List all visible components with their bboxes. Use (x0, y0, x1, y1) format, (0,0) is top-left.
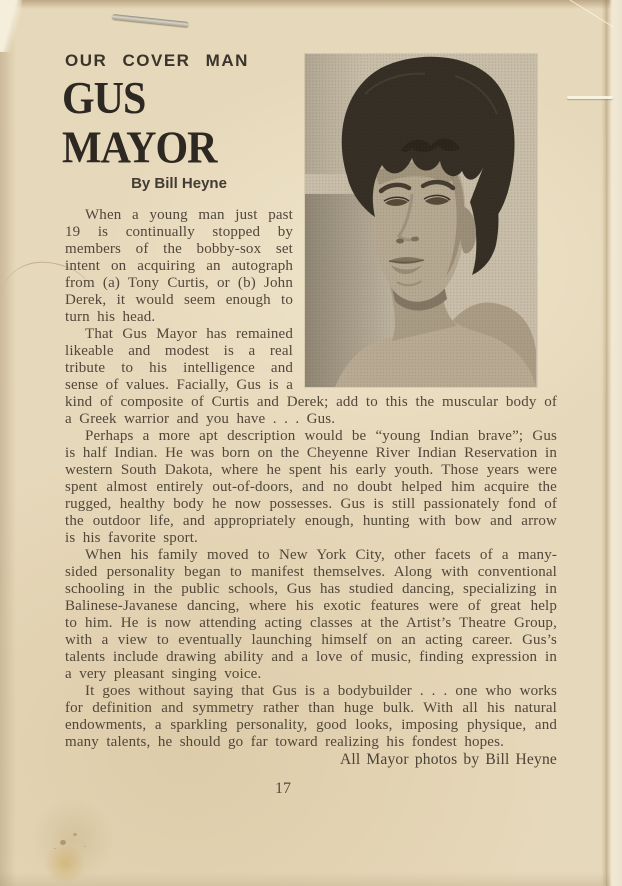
article-kicker: OUR COVER MAN (65, 51, 249, 70)
staple (112, 14, 189, 27)
paragraph: Perhaps a more apt description would be “young Indian brave”; Gus is half Indian. He was born on the Cheyenne River Indian Reservation in western South Dakota, where he spent his early youth. Those years were spent almost entirely out-of-doors, and no doubt helped him acquire the rugged, healthy body he now possesses. Gus is still passionately fond of the outdoor life, and appropriately enough, hunting with bow and arrow is his favorite sport. (65, 428, 557, 546)
article (0, 50, 622, 798)
paragraph: It goes without saying that Gus is a bodybuilder . . . one who works for definition and symmetry rather than huge bulk. With all his natural endowments, a sparkling personality, good looks, imposing physique, and many talents, he should go far toward realizing his fondest hopes. (65, 683, 557, 750)
page-number: 17 (275, 780, 291, 797)
paper-speckles (60, 840, 66, 845)
paper-stain (42, 845, 88, 883)
paragraph: When a young man just past 19 is continually stopped by members of the bobby-sox set intent on acquiring an autograph from (a) Tony Curtis, or (b) John Derek, it would seem enough to turn his head. (65, 207, 293, 325)
paragraph: That Gus Mayor has remained likeable and modest is a real tribute to his intelligence and sense of values. Facially, Gus is a kind of composite of Curtis and Derek; add to this the muscular body of a Greek warrior and you have . . . Gus. (65, 326, 557, 427)
photo-credit: All Mayor photos by Bill Heyne (339, 751, 557, 768)
paragraph: When his family moved to New York City, other facets of a many-sided personality began to manifest themselves. Along with conventional schooling in the public schools, Gus has studied dancing, specializing in Balinese-Javanese dancing, where his exotic features were of great help to him. He is now attending acting classes at the Artist’s Theatre Group, with a view to eventually launching himself on an acting career. Gus’s talents include drawing ability and a love of music, finding expression in a very pleasant singing voice. (65, 547, 557, 682)
article-title: GUS MAYOR (62, 74, 217, 174)
torn-corner (0, 0, 22, 52)
article-byline: By Bill Heyne (131, 175, 227, 192)
